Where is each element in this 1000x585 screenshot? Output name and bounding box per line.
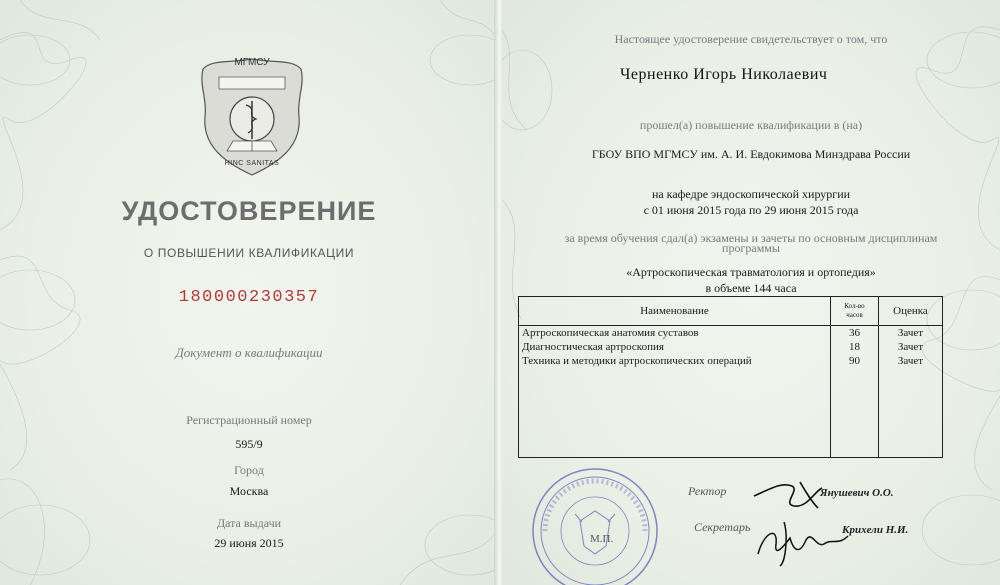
issue-date-label: Дата выдачи [216,516,282,530]
city-value: Москва [229,484,269,498]
grades-table-header [519,297,943,326]
grades-table [518,296,943,458]
certificate-right-page [502,0,1000,585]
secretary-name: Крихели Н.И. [842,524,909,536]
rector-name: Янушевич О.О. [820,487,894,499]
emblem-top-text: МГМСУ [234,57,270,68]
registration-label: Регистрационный номер [186,413,312,427]
secretary-signature-icon [754,518,854,568]
document-subtitle: О ПОВЫШЕНИИ КВАЛИФИКАЦИИ [143,246,355,260]
header-name: Наименование [519,297,831,326]
certificate-left-page [0,0,498,585]
institution-name: ГБОУ ВПО МГМСУ им. А. И. Евдокимова Минздрава России [591,147,911,161]
header-hours [831,297,879,326]
row-grade: Зачет [879,354,943,368]
table-row [519,340,943,354]
row-subject: Диагностическая артроскопия [519,340,831,354]
exams-text-line1: за время обучения сдал(а) экзамены и зачеты по основным дисциплинам [564,231,938,245]
department-text: на кафедре эндоскопической хирургии [651,187,851,201]
emblem-bottom-text: HINC SANITAS [224,160,280,167]
row-hours: 36 [831,326,879,341]
row-grade: Зачет [879,326,943,341]
official-stamp-icon [530,466,660,585]
study-period: с 01 июня 2015 года по 29 июня 2015 года [643,203,859,217]
header-grade: Оценка [879,297,943,326]
city-label: Город [234,463,264,477]
row-hours: 18 [831,340,879,354]
passed-text: прошел(а) повышение квалификации в (на) [639,118,863,132]
document-kind: Документ о квалификации [175,345,323,360]
program-volume: в объеме 144 часа [705,281,797,295]
intro-text: Настоящее удостоверение свидетельствует о том, что [614,32,888,46]
document-title: УДОСТОВЕРЕНИЕ [121,196,377,226]
row-subject: Артроскопическая анатомия суставов [519,326,831,341]
rector-label: Ректор [688,484,727,498]
stamp-label: М.П. [590,533,614,545]
registration-value: 595/9 [235,437,263,451]
row-subject: Техника и методики артроскопических операций [519,354,831,368]
exams-text-line2: программы [722,241,780,255]
secretary-label: Секретарь [694,520,751,534]
table-filler-row [519,368,943,458]
person-name: Черненко Игорь Николаевич [620,66,828,83]
table-row [519,354,943,368]
header-hours-line2: часов [846,311,863,319]
document-number: 180000230357 [178,288,320,307]
table-row [519,326,943,341]
row-hours: 90 [831,354,879,368]
issue-date-value: 29 июня 2015 [214,536,284,550]
row-grade: Зачет [879,340,943,354]
program-name: «Артроскопическая травматология и ортопедия» [626,265,876,279]
header-hours-line1: Кол-во [844,302,865,310]
